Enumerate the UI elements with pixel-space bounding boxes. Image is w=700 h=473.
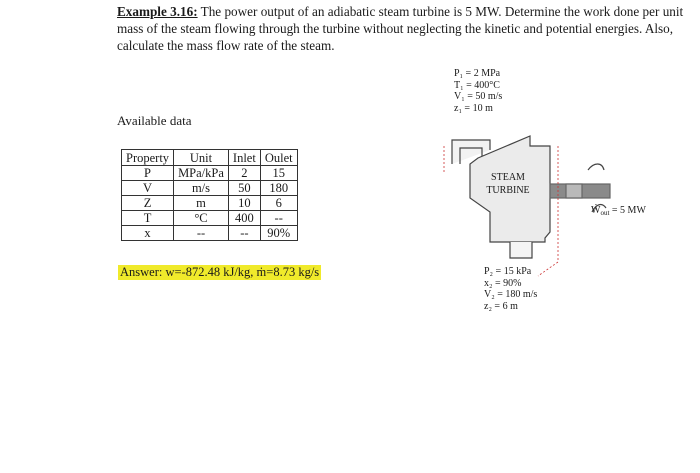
table-cell: 50 <box>228 181 260 196</box>
outlet-p: P₂ = 15 kPa <box>484 266 532 277</box>
table-cell: m/s <box>174 181 229 196</box>
table-cell: 6 <box>260 196 297 211</box>
table-row <box>122 226 298 241</box>
inlet-p: P₁ = 2 MPa <box>454 68 501 79</box>
table-cell: m <box>174 196 229 211</box>
header-property: Property <box>122 150 174 166</box>
inlet-v: V₁ = 50 m/s <box>454 91 503 102</box>
outlet-x: x₂ = 90% <box>484 277 522 289</box>
outlet-v: V₂ = 180 m/s <box>484 289 538 300</box>
table-cell: MPa/kPa <box>174 166 229 181</box>
turbine-label <box>478 171 538 197</box>
table-cell: 180 <box>260 181 297 196</box>
wout-symbol: Ẇ <box>591 205 601 216</box>
data-table <box>121 149 298 241</box>
table-cell: -- <box>228 226 260 241</box>
turbine-label-line1: STEAM <box>491 172 525 183</box>
wout-value: = 5 MW <box>609 205 646 216</box>
table-row <box>122 196 298 211</box>
outlet-pipe <box>510 242 532 258</box>
table-cell: °C <box>174 211 229 226</box>
table-cell: V <box>122 181 174 196</box>
wout-subscript: out <box>600 209 610 217</box>
table-header-row <box>122 150 298 166</box>
table-cell: Z <box>122 196 174 211</box>
table-row <box>122 166 298 181</box>
outlet-conditions <box>484 266 537 312</box>
table-cell: x <box>122 226 174 241</box>
inlet-z: z₁ = 10 m <box>454 102 493 114</box>
header-outlet: Oulet <box>260 150 297 166</box>
table-cell: P <box>122 166 174 181</box>
example-label: Example 3.16: <box>117 4 198 19</box>
work-output-label <box>591 205 646 217</box>
answer-highlight: Answer: w=-872.48 kJ/kg, ṁ=8.73 kg/s <box>120 265 320 279</box>
inlet-conditions <box>454 68 502 114</box>
problem-text: The power output of an adiabatic steam turbine is 5 MW. Determine the work done per unit mass of the steam flowing through the turbine without neglecting the kinetic and potential energies. Also, calculate the mass flow rate of the steam. <box>117 4 684 53</box>
table-cell: T <box>122 211 174 226</box>
inlet-t: T₁ = 400°C <box>454 79 500 91</box>
outlet-z: z₂ = 6 m <box>484 300 518 312</box>
table-cell: 400 <box>228 211 260 226</box>
table-row <box>122 181 298 196</box>
table-cell: 90% <box>260 226 297 241</box>
table-cell: 2 <box>228 166 260 181</box>
available-data-label: Available data <box>117 113 192 128</box>
table-row <box>122 211 298 226</box>
table-cell: 15 <box>260 166 297 181</box>
turbine-label-line2: TURBINE <box>486 185 530 196</box>
header-unit: Unit <box>174 150 229 166</box>
table-cell: -- <box>260 211 297 226</box>
table-cell: 10 <box>228 196 260 211</box>
problem-statement <box>117 3 687 54</box>
header-inlet: Inlet <box>228 150 260 166</box>
table-cell: -- <box>174 226 229 241</box>
